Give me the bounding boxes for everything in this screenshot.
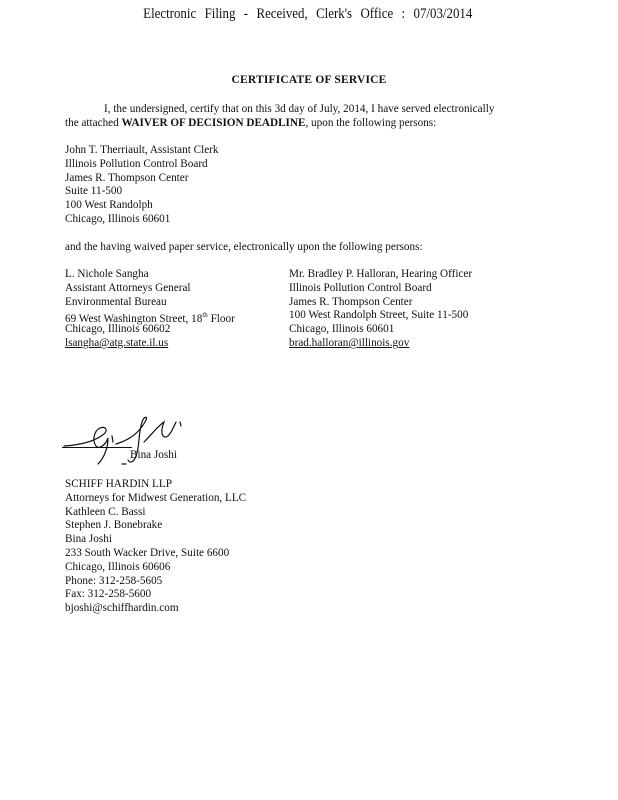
firm-fax: Fax: 312-258-5600	[65, 588, 152, 601]
left-recipient	[65, 268, 235, 351]
primary-recipient	[65, 144, 219, 227]
certificate-title: CERTIFICATE OF SERVICE	[231, 74, 387, 86]
firm-email: bjoshi@schiffhardin.com	[65, 602, 179, 615]
recipient-line: Illinois Pollution Control Board	[65, 157, 208, 170]
firm-name: SCHIFF HARDIN LLP	[65, 478, 172, 490]
signer-name: Bina Joshi	[130, 449, 177, 461]
firm-line: Chicago, Illinois 60606	[65, 560, 171, 573]
document-title: WAIVER OF DECISION DEADLINE	[121, 117, 306, 129]
recipient-line: Mr. Bradley P. Halloran, Hearing Officer	[289, 268, 473, 280]
recipient-line: L. Nichole Sangha	[65, 268, 149, 280]
firm-line: Attorneys for Midwest Generation, LLC	[65, 491, 247, 504]
recipient-line: Chicago, Illinois 60602	[65, 323, 171, 336]
intro-text-end: , upon the following persons:	[305, 117, 437, 129]
right-recipient	[289, 268, 472, 351]
recipient-line: Chicago, Illinois 60601	[65, 212, 171, 225]
recipient-line: Assistant Attorneys General	[65, 281, 191, 294]
recipient-line: Chicago, Illinois 60601	[289, 323, 395, 336]
recipient-street: 69 West Washington Street, 18th Floor	[65, 311, 235, 326]
firm-line: 233 South Wacker Drive, Suite 6600	[65, 546, 230, 559]
filing-stamp: Electronic Filing - Received, Clerk's Office : 07/03/2014	[143, 6, 473, 22]
recipient-line: 100 West Randolph	[65, 199, 153, 212]
email-link[interactable]: lsangha@atg.state.il.us	[65, 336, 169, 349]
recipient-line: James R. Thompson Center	[65, 171, 189, 184]
email-link[interactable]: brad.halloran@illinois.gov	[289, 336, 410, 349]
signature-line	[62, 447, 132, 448]
waived-service-text: and the having waived paper service, electronically upon the following persons:	[65, 241, 423, 253]
recipient-line: 100 West Randolph Street, Suite 11-500	[289, 309, 469, 322]
intro-text: the attached	[65, 117, 122, 129]
intro-line-2	[65, 117, 436, 131]
firm-line: Kathleen C. Bassi	[65, 505, 146, 518]
recipient-line: Environmental Bureau	[65, 295, 167, 308]
firm-block	[65, 478, 246, 616]
intro-line-1: I, the undersigned, certify that on this 3d day of July, 2014, I have served electronically	[104, 103, 495, 115]
firm-line: Bina Joshi	[65, 533, 112, 546]
firm-phone: Phone: 312-258-5605	[65, 574, 163, 587]
recipient-line: James R. Thompson Center	[289, 295, 413, 308]
firm-line: Stephen J. Bonebrake	[65, 519, 163, 532]
recipient-line: John T. Therriault, Assistant Clerk	[65, 144, 219, 156]
recipient-line: Illinois Pollution Control Board	[289, 281, 432, 294]
recipient-line: Suite 11-500	[65, 185, 123, 198]
